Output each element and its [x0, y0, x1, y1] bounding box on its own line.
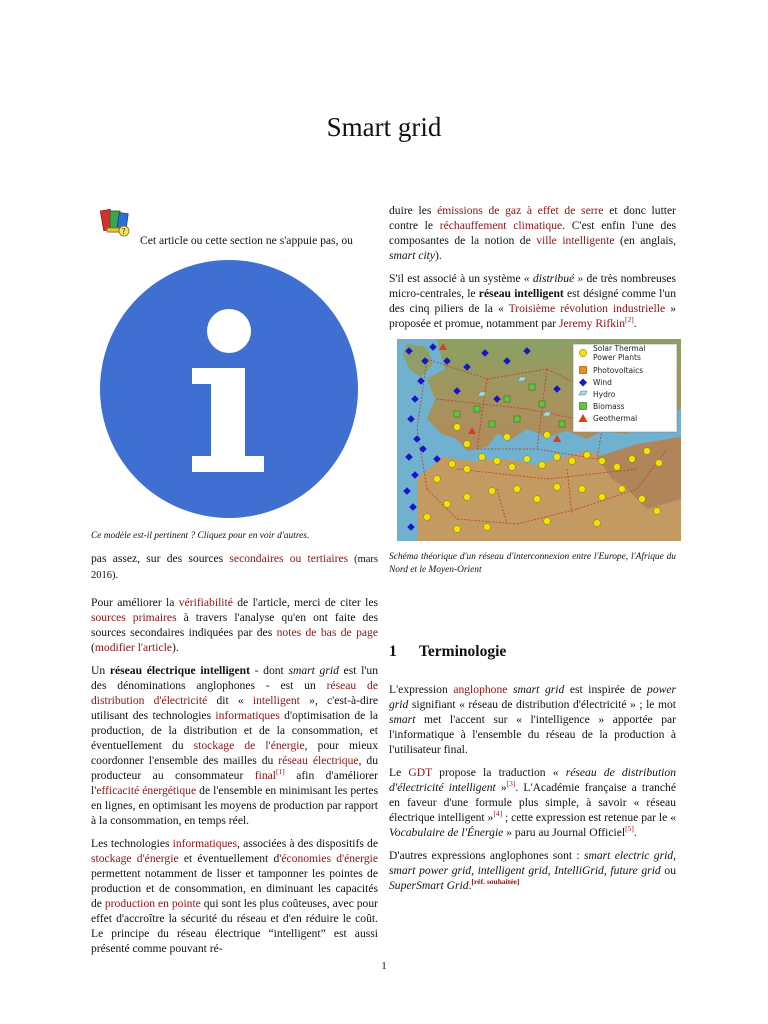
page-title: Smart grid	[326, 112, 442, 142]
svg-text:?: ?	[121, 227, 126, 236]
solar-marker	[484, 524, 491, 531]
legend-biomass-icon	[580, 403, 587, 410]
solar-marker	[539, 462, 546, 469]
terminology-paragraph-2: Le GDT propose la traduction « réseau de distribution d'électricité intelligent »[3]. L'Académie française a tranché en faveur d'une formule plus simple, à savoir « réseau électrique intelligent »[4] ; cette expression est retenue par le « Vocabulaire de l'Énergie » paru au Journal Officiel[5].	[389, 766, 676, 839]
link-efficacite-energetique[interactable]: efficacité énergétique	[96, 783, 197, 797]
solar-marker	[554, 454, 561, 461]
terminology-paragraph-1: L'expression anglophone smart grid est inspirée de power grid signifiant « réseau de distribution d'électricité » ; le mot smart met l'accent sur « l'intelligence » apportée par l'informatique à l'ensemble du réseau de la production à l'utilisateur final.	[389, 683, 676, 756]
legend-solar-line1: Solar Thermal	[593, 344, 646, 353]
solar-marker	[644, 448, 651, 455]
solar-marker	[514, 486, 521, 493]
link-notes-bas-de-page[interactable]: notes de bas de page	[276, 625, 378, 639]
left-column	[91, 200, 378, 964]
verifiability-paragraph: Pour améliorer la vérifiabilité de l'article, merci de citer les sources primaires à travers l'analyse qu'en ont faite des sources secondaires indiquées par des notes de bas de page (modifier l'article).	[91, 595, 379, 654]
link-production-pointe[interactable]: production en pointe	[104, 896, 201, 910]
solar-marker	[449, 461, 456, 468]
link-final[interactable]: final	[254, 768, 277, 782]
ref-1[interactable]: [1]	[276, 766, 285, 776]
solar-marker	[434, 476, 441, 483]
solar-marker	[599, 494, 606, 501]
technology-paragraph: Les technologies informatiques, associées à des dispositifs de stockage d'énergie et éventuellement d'économies d'énergie permettent notamment de lisser et tamponner les pointes de production et de consommation, en diminuant les capacités de production en pointe qui sont les plus coûteuses, avec pour effet d'accroître la sécurité du réseau et d'en réduire le coût. Le principe du réseau électrique “intelligent” est aussi présenté comme pouvant ré-	[91, 836, 379, 955]
solar-marker	[479, 454, 486, 461]
biomass-marker	[559, 421, 565, 427]
link-ville-intelligente[interactable]: ville intelligente	[536, 234, 615, 247]
ref-3[interactable]: [3]	[506, 779, 516, 789]
section-number: 1	[389, 643, 397, 660]
legend-hydro-label: Hydro	[593, 390, 616, 399]
banner-caption: Ce modèle est-il pertinent ? Cliquez pour en voir d'autres.	[91, 531, 310, 541]
solar-marker	[509, 464, 516, 471]
solar-marker	[454, 526, 461, 533]
banner-continued: pas assez, sur des sources secondaires ou tertiaires (mars 2016).	[91, 551, 378, 581]
solar-marker	[464, 466, 471, 473]
link-stockage-energie-2[interactable]: stockage d'énergie	[91, 851, 179, 865]
link-verifiabilite[interactable]: vérifiabilité	[178, 595, 233, 609]
link-informatiques[interactable]: informatiques	[215, 708, 280, 722]
biomass-marker	[514, 416, 520, 422]
link-stockage-energie[interactable]: stockage de l'énergie	[193, 738, 305, 752]
right-column	[389, 203, 676, 901]
section-title: Terminologie	[419, 643, 507, 660]
biomass-marker	[539, 401, 545, 407]
solar-marker	[524, 456, 531, 463]
map-legend	[573, 344, 677, 432]
solar-marker	[534, 496, 541, 503]
link-secondaires[interactable]: secondaires ou tertiaires	[229, 551, 349, 565]
solar-marker	[464, 441, 471, 448]
ref-citation-needed[interactable]: [réf. souhaitée]	[471, 877, 520, 887]
solar-marker	[544, 432, 551, 439]
link-economies-energie[interactable]: économies d'énergie	[281, 851, 378, 865]
section-heading-terminologie	[389, 642, 676, 662]
interconnection-map-figure[interactable]	[397, 339, 681, 541]
link-modifier-article[interactable]: modifier l'article	[94, 640, 172, 654]
terminology-paragraph-3: D'autres expressions anglophones sont : smart electric grid, smart power grid, intelligent grid, IntelliGrid, future grid ou SuperSmart Grid.[réf. souhaitée]	[389, 849, 676, 892]
solar-marker	[619, 486, 626, 493]
page-number: 1	[381, 960, 387, 972]
solar-marker	[594, 520, 601, 527]
solar-marker	[656, 460, 663, 467]
link-informatiques-2[interactable]: informatiques	[172, 836, 238, 850]
solar-marker	[504, 434, 511, 441]
legend-solar-line2: Power Plants	[593, 353, 641, 362]
link-jeremy-rifkin[interactable]: Jeremy Rifkin	[559, 317, 626, 330]
books-icon	[99, 206, 133, 240]
ref-2[interactable]: [2]	[625, 315, 634, 325]
notice-banner	[91, 200, 378, 247]
emissions-paragraph: duire les émissions de gaz à effet de serre et donc lutter contre le réchauffement climatique. C'est enfin l'une des composantes de la notion de ville intelligente (en anglais, smart city).	[389, 204, 677, 262]
legend-pv-icon	[580, 367, 587, 374]
legend-pv-label: Photovoltaics	[593, 366, 644, 375]
solar-marker	[639, 496, 646, 503]
map-caption: Schéma théorique d'un réseau d'interconnexion entre l'Europe, l'Afrique du Nord et le Moyen-Orient	[389, 552, 676, 575]
distributed-paragraph: S'il est associé à un système « distribué » de très nombreuses micro-centrales, le réseau intelligent est désigné comme l'un des cinq piliers de la « Troisième révolution industrielle » proposée et promue, notamment par Jeremy Rifkin[2].	[389, 272, 676, 330]
link-rechauffement-climatique[interactable]: réchauffement climatique	[439, 219, 563, 232]
notice-text: Cet article ou cette section ne s'appuie pas, ou	[140, 234, 353, 247]
link-intelligent[interactable]: intelligent	[252, 693, 300, 707]
solar-marker	[584, 452, 591, 459]
ref-4[interactable]: [4]	[493, 809, 503, 819]
solar-marker	[599, 458, 606, 465]
solar-marker	[569, 458, 576, 465]
solar-marker	[579, 486, 586, 493]
solar-marker	[494, 458, 501, 465]
link-anglophone[interactable]: anglophone	[453, 683, 508, 696]
solar-marker	[489, 488, 496, 495]
biomass-marker	[489, 421, 495, 427]
solar-marker	[464, 494, 471, 501]
solar-marker	[614, 464, 621, 471]
legend-solar-icon	[579, 349, 586, 356]
solar-marker	[544, 518, 551, 525]
solar-marker	[454, 424, 461, 431]
solar-marker	[654, 508, 661, 515]
solar-marker	[554, 484, 561, 491]
biomass-marker	[529, 384, 535, 390]
solar-marker	[444, 501, 451, 508]
info-icon[interactable]	[100, 260, 358, 518]
link-reseau-distribution[interactable]: réseau de distribution d'électricité	[91, 678, 378, 707]
biomass-marker	[474, 406, 480, 412]
link-reseau-electrique[interactable]: réseau électrique	[278, 753, 359, 767]
interconnection-map	[397, 339, 681, 541]
biomass-marker	[504, 396, 510, 402]
biomass-marker	[454, 411, 460, 417]
link-troisieme-revolution[interactable]: Troisième révolution industrielle	[508, 302, 666, 315]
legend-biomass-label: Biomass	[593, 402, 625, 411]
solar-marker	[424, 514, 431, 521]
link-gdt[interactable]: GDT	[408, 766, 433, 779]
ref-5[interactable]: [5]	[625, 824, 634, 834]
intro-paragraph: Un réseau électrique intelligent - dont smart grid est l'un des dénominations anglophones - est un réseau de distribution d'électricité dit « intelligent », c'est-à-dire utilisant des technologies informatiques d'optimisation de la production, de la distribution et de la consommation, et éventuellement du stockage de l'énergie, pour mieux coordonner l'ensemble des mailles du réseau électrique, du producteur au consommateur final[1] afin d'améliorer l'efficacité énergétique de l'ensemble en minimisant les pertes en lignes, en optimisant les moyens de production par rapport à la consommation, en temps réel.	[91, 663, 379, 827]
legend-wind-label: Wind	[593, 378, 612, 387]
link-emissions-gaz[interactable]: émissions de gaz à effet de serre	[437, 204, 604, 217]
legend-geothermal-label: Geothermal	[593, 414, 638, 423]
link-sources-primaires[interactable]: sources primaires	[91, 610, 177, 624]
solar-marker	[629, 456, 636, 463]
